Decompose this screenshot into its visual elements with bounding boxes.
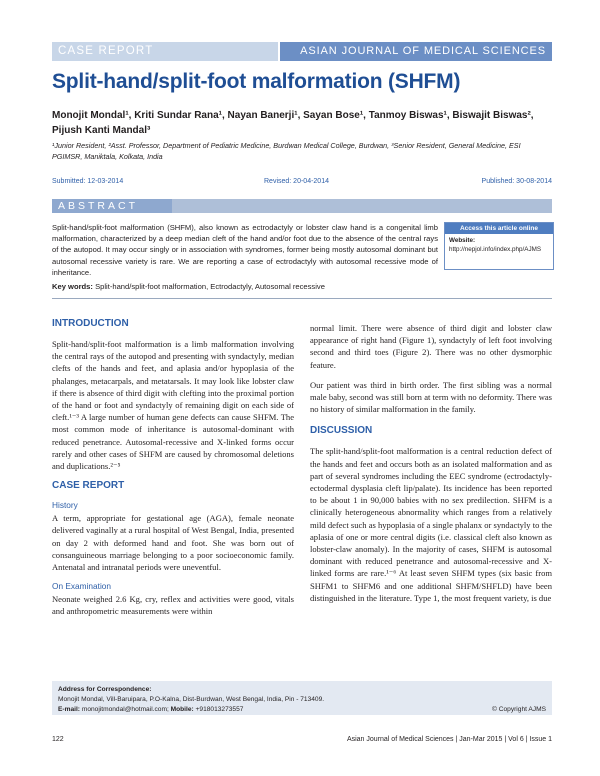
examination-continued-paragraph: normal limit. There were absence of third digit and lobster claw appearance of right hand (Figure 1), syndactyly of left foot involving second and third toes (Figure 2). There was no other dysmorphic feature. — [310, 323, 552, 370]
right-column — [310, 322, 552, 612]
section-divider — [52, 298, 552, 299]
access-online-box — [444, 222, 554, 270]
journal-name-label: ASIAN JOURNAL OF MEDICAL SCIENCES — [280, 42, 552, 61]
article-dates — [52, 178, 552, 188]
article-title: Split-hand/split-foot malformation (SHFM) — [52, 70, 461, 93]
discussion-heading: DISCUSSION — [310, 425, 373, 437]
birth-order-paragraph: Our patient was third in birth order. The first sibling was a normal male baby, second was still born at term with no deformity. There was no history of similar malformation in the family. — [310, 379, 552, 415]
access-website-link[interactable]: http://nepjol.info/index.php/AJMS — [449, 246, 542, 253]
correspondence-contact: E-mail: monojitmondal@hotmail.com; Mobile: +918013273557 © Copyright AJMS — [58, 706, 546, 713]
journal-banner — [52, 42, 552, 61]
discussion-paragraph: The split-hand/split-foot malformation is a central reduction defect of the hands and feet and occurs both as an isolated malformation and as part of several syndromes including the EEC syndrome (ectrodactyly-ectodermal dysplasia cleft lip/palate). Its incidence has been reported to be about 1 in 90,000 babies with no sex predilection. SHFM is a clinically heterogeneous abnormality which ranges from a relatively mild defect such as hypoplasia of a single phalanx or syndactyly to the aplasia of one or more central digits (i.e. classical cleft also known as lobster-claw anomaly). In the majority of cases, SHFM is autosomal dominant with reduced penetrance and autosomal-recessive and X-linked forms are rare.¹⁻⁶ At least seven SHFM types (six basic from SHFM1 to SHFM6 and one additional SHFM/SHFLD) have been distinguished in the literature. Type 1, the most frequent variety, is due — [310, 446, 552, 603]
history-paragraph: A term, appropriate for gestational age (AGA), female neonate delivered vaginally at a rural hospital of West Bengal, India, presented on day 2 with deformed hand and foot. She was born out of consanguineous marriage belonging to a poor socioeconomic family. Antenatal and intranatal periods were uneventful. — [52, 513, 294, 573]
history-heading: History — [52, 500, 78, 511]
examination-paragraph: Neonate weighed 2.6 Kg, cry, reflex and activities were good, vitals and anthropometric measurements were within — [52, 594, 294, 617]
copyright-notice: © Copyright AJMS — [492, 706, 546, 713]
author-list: Monojit Mondal¹, Kriti Sundar Rana¹, Nayan Banerji¹, Sayan Bose¹, Tanmoy Biswas¹, Biswajit Biswas², Pijush Kanti Mandal³ — [52, 110, 534, 136]
abstract-text: Split-hand/split-foot malformation (SHFM), also known as ectrodactyly or lobster claw hand is a congenital limb malformation, characterized by a deep median cleft of the hand and/or foot due to the absence of the central rays of the autopod. It may occur singly or in association with syndromes, former being mostly autosomal dominant but autosomal recessive variety is rare. We are reporting a case of ectrodactyly with autosomal recessive mode of inheritance. — [52, 223, 438, 277]
left-column — [52, 318, 294, 626]
article-type-label: CASE REPORT — [52, 42, 278, 61]
revised-date: Revised: 20-04-2014 — [264, 178, 329, 185]
page-number: 122 — [52, 736, 64, 743]
access-online-header: Access this article online — [445, 223, 553, 234]
email-label: E-mail: — [58, 706, 80, 713]
keywords-text: Split-hand/split-foot malformation, Ectrodactyly, Autosomal recessive — [95, 282, 325, 291]
abstract-label: ABSTRACT — [52, 199, 172, 213]
correspondence-box — [52, 681, 552, 715]
published-date: Published: 30-08-2014 — [481, 178, 552, 185]
keywords-label: Key words: — [52, 282, 93, 291]
correspondence-address: Monojit Mondal, Vill-Baruipara, P.O-Kalna, Dist-Burdwan, West Bengal, India, Pin - 713409. — [58, 696, 325, 703]
footer-journal-info: Asian Journal of Medical Sciences | Jan-Mar 2015 | Vol 6 | Issue 1 — [346, 736, 552, 743]
submitted-date: Submitted: 12-03-2014 — [52, 178, 124, 185]
email-address[interactable]: monojitmondal@hotmail.com — [81, 706, 167, 713]
mobile-number: +918013273557 — [195, 706, 244, 713]
author-affiliations: ¹Junior Resident, ²Asst. Professor, Department of Pediatric Medicine, Burdwan Medical College, Burdwan, ³Senior Resident, General Medicine, ESI PGIMSR, Maniktala, Kolkata, India — [52, 141, 521, 161]
introduction-paragraph: Split-hand/split-foot malformation is a limb malformation involving the central rays of the autopod and presenting with syndactyly, median clefts of the hands and feet, and aplasia and/or hypoplasia of the phalanges, metacarpals, and metatarsals. It may look like lobster claw if there is absence of third digit with clefting into the proximal portion of the hand or foot and syndactyly of remaining digit on each side of cleft.¹⁻³ A large number of human gene defects can cause SHFM. The most common mode of inheritance is autosomal-dominant with reduced penetrance. Autosomal-recessive and X-linked forms occur rarely and other cases of SHFM are caused by chromosomal deletions and duplications.²⁻⁵ — [52, 339, 294, 472]
correspondence-heading: Address for Correspondence: — [58, 686, 152, 693]
abstract-header — [52, 199, 552, 213]
introduction-heading: INTRODUCTION — [52, 318, 129, 329]
page-footer — [52, 736, 552, 748]
case-report-heading: CASE REPORT — [52, 480, 125, 492]
examination-heading: On Examination — [52, 581, 112, 592]
access-website-label: Website: — [449, 237, 476, 244]
keywords — [52, 282, 552, 291]
mobile-label: Mobile: — [170, 706, 194, 713]
